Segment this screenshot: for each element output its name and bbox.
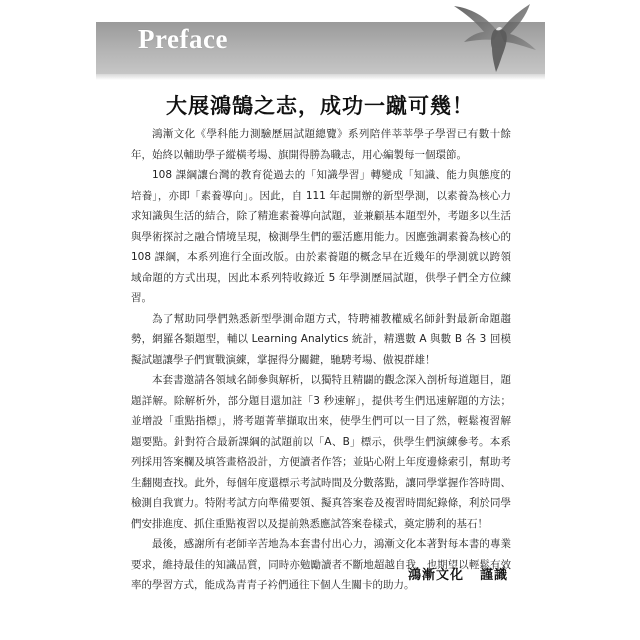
banner-shadow <box>96 74 545 80</box>
headline: 大展鴻鵠之志，成功一蹴可幾！ <box>166 93 474 118</box>
paragraph-curriculum: 108 課綱讓台灣的教育從過去的「知識學習」轉變成「知識、能力與態度的培養」，亦即「素養導向」。因此，自 111 年起開辦的新型學測，以素養為核心力求知識與生活的結合，除了精進素養導向試題，並兼顧基本題型外，考題多以生活與學術探討之融合情境呈現，檢測學生們的靈活應用能力。因應強調素養為核心的 108 課綱，本系列進行全面改版。由於素養題的概念早在近幾年的學測就以跨領域命題的方式出現，因此本系列特收錄近 5 年學測歷屆試題，供學子們全方位練習。 <box>131 169 511 304</box>
banner-title: Preface <box>138 24 228 54</box>
paragraph-closing: 最後，感謝所有老師辛苦地為本套書付出心力，鴻漸文化本著對每本書的專業要求，維持最佳的知識品質，同時亦勉勵讀者不斷地超越自我，也期望以輕鬆有效率的學習方式，能成為青青子衿們通往下個人生關卡的助力。 <box>131 538 511 591</box>
signature-closing: 謹識 <box>480 568 509 583</box>
paragraph-features: 本套書邀請各領域名師參與解析，以獨特且精闢的觀念深入剖析每道題目，題題詳解。除解析外，部分題目還加註「3 秒速解」，提供考生們迅速解題的方法；並增設「重點指標」，將考題菁華擷取出來，使學生們可以一目了然，輕鬆複習解題要點。針對符合最新課綱的試題前以「A、B」標示，供學生們演練參考。本系列採用答案欄及填答畫格設計，方便讀者作答；並貼心附上年度邊條索引，幫助考生翻閱查找。此外，每個年度還標示考試時間及分數落點，讓同學掌握作答時間、檢測自我實力。特附考試方向準備要領、擬真答案卷及複習時間紀錄條，利於同學們安排進度、抓住重點複習以及提前熟悉應試答案卷樣式，奠定勝利的基石！ <box>131 374 511 530</box>
eagle-illustration <box>452 2 544 74</box>
signature <box>408 564 508 583</box>
preface-body <box>131 124 511 596</box>
paragraph-intro: 鴻漸文化《學科能力測驗歷屆試題總覽》系列陪伴莘莘學子學習已有數十餘年，始終以輔助學子縱橫考場、旗開得勝為職志，用心編製每一個環節。 <box>131 128 511 161</box>
paragraph-mock-tests: 為了幫助同學們熟悉新型學測命題方式，特聘補教權威名師針對最新命題趨勢，網羅各類題型，輔以 Learning Analytics 統計，精選數 A 與數 B 各 3 回模擬試題讓學子們實戰演練，掌握得分關鍵，馳騁考場、傲視群雄！ <box>131 312 511 366</box>
signature-publisher: 鴻漸文化 <box>408 568 465 583</box>
